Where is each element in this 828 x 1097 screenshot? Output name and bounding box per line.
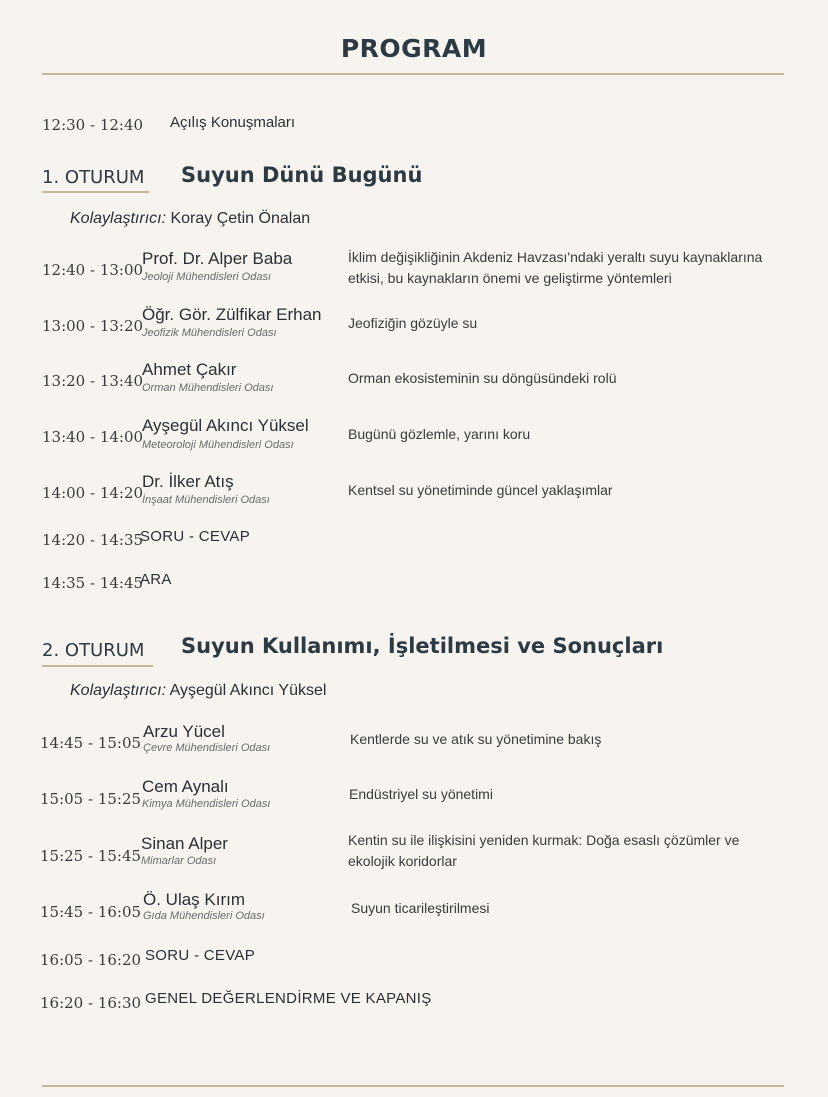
talk-time: 15:05 - 15:25 xyxy=(40,790,142,808)
header-divider xyxy=(42,73,784,75)
closing-label: GENEL DEĞERLENDİRME VE KAPANIŞ xyxy=(145,990,432,1007)
session1-underline xyxy=(42,191,149,193)
talk-time: 13:00 - 13:20 xyxy=(42,317,144,335)
speaker-name: Arzu Yücel xyxy=(143,722,225,741)
talk-time: 13:20 - 13:40 xyxy=(42,372,144,390)
opening-label: Açılış Konuşmaları xyxy=(170,114,296,131)
speaker-org: Meteoroloji Mühendisleri Odası xyxy=(142,439,294,451)
session1-title: Suyun Dünü Bugünü xyxy=(181,163,423,187)
talk-topic: Bugünü gözlemle, yarını koru xyxy=(348,426,531,442)
session2-label: 2. OTURUM xyxy=(42,640,145,661)
speaker-org: Orman Mühendisleri Odası xyxy=(142,382,274,394)
qa-time: 14:20 - 14:35 xyxy=(42,531,144,549)
break-time: 14:35 - 14:45 xyxy=(42,574,144,592)
session2-title: Suyun Kullanımı, İşletilmesi ve Sonuçları xyxy=(181,634,664,658)
break-label: ARA xyxy=(140,571,172,588)
closing-time: 16:20 - 16:30 xyxy=(40,994,142,1012)
session1-facilitator xyxy=(70,210,310,228)
speaker-name: Ahmet Çakır xyxy=(142,360,237,379)
speaker-name: Ayşegül Akıncı Yüksel xyxy=(142,416,309,435)
facilitator-name: Ayşegül Akıncı Yüksel xyxy=(169,682,327,699)
qa-time: 16:05 - 16:20 xyxy=(40,951,142,969)
speaker-org: İnşaat Mühendisleri Odası xyxy=(142,494,270,506)
talk-topic-line: etkisi, bu kaynakların önemi ve geliştirme yöntemleri xyxy=(348,270,672,286)
talk-topic: Kentlerde su ve atık su yönetimine bakış xyxy=(350,731,602,747)
talk-topic xyxy=(348,247,808,289)
speaker-name: Cem Aynalı xyxy=(142,777,229,796)
talk-time: 12:40 - 13:00 xyxy=(42,261,144,279)
talk-topic: Jeofiziğin gözüyle su xyxy=(348,315,478,331)
talk-topic: Suyun ticarileştirilmesi xyxy=(351,900,490,916)
speaker-org: Çevre Mühendisleri Odası xyxy=(143,742,271,754)
speaker-org: Jeoloji Mühendisleri Odası xyxy=(142,271,272,283)
talk-topic xyxy=(348,830,808,872)
speaker-org: Mimarlar Odası xyxy=(141,855,217,867)
speaker-name: Dr. İlker Atış xyxy=(142,472,234,491)
facilitator-prefix: Kolaylaştırıcı: xyxy=(70,210,167,227)
talk-time: 15:25 - 15:45 xyxy=(40,847,142,865)
talk-topic: Orman ekosisteminin su döngüsündeki rolü xyxy=(348,370,617,386)
talk-time: 13:40 - 14:00 xyxy=(42,428,144,446)
session2-underline xyxy=(42,665,153,667)
facilitator-prefix: Kolaylaştırıcı: xyxy=(70,682,167,699)
talk-topic-line: ekolojik koridorlar xyxy=(348,853,457,869)
session1-label: 1. OTURUM xyxy=(42,167,145,188)
talk-topic-line: Kentin su ile ilişkisini yeniden kurmak: Doğa esaslı çözümler ve xyxy=(348,832,740,848)
talk-topic: Kentsel su yönetiminde güncel yaklaşımlar xyxy=(348,482,613,498)
qa-label: SORU - CEVAP xyxy=(140,528,251,545)
opening-time: 12:30 - 12:40 xyxy=(42,116,144,134)
talk-time: 14:00 - 14:20 xyxy=(42,484,144,502)
speaker-name: Prof. Dr. Alper Baba xyxy=(142,249,293,268)
speaker-name: Sinan Alper xyxy=(141,834,228,853)
talk-topic-line: İklim değişikliğinin Akdeniz Havzası'ndaki yeraltı suyu kaynaklarına xyxy=(348,249,763,265)
talk-time: 15:45 - 16:05 xyxy=(40,903,142,921)
footer-divider xyxy=(42,1085,784,1087)
speaker-org: Jeofizik Mühendisleri Odası xyxy=(142,327,277,339)
talk-topic: Endüstriyel su yönetimi xyxy=(349,786,493,802)
speaker-name: Ö. Ulaş Kırım xyxy=(143,890,246,909)
page-title: PROGRAM xyxy=(340,34,488,63)
facilitator-name: Koray Çetin Önalan xyxy=(170,210,311,227)
speaker-org: Gıda Mühendisleri Odası xyxy=(143,910,265,922)
speaker-name: Öğr. Gör. Zülfikar Erhan xyxy=(142,305,322,324)
qa-label: SORU - CEVAP xyxy=(145,947,256,964)
session2-facilitator xyxy=(70,682,326,700)
talk-time: 14:45 - 15:05 xyxy=(40,734,142,752)
speaker-org: Kimya Mühendisleri Odası xyxy=(142,798,271,810)
